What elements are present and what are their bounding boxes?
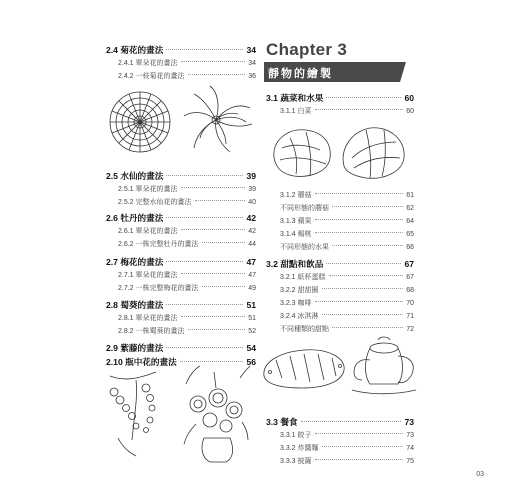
toc-entry[interactable]: 不同形態的蘑菇 62: [280, 205, 414, 212]
toc-entry[interactable]: 3.1 蔬菜和水果 60: [266, 93, 414, 103]
toc-entry[interactable]: 2.5 水仙的畫法 39: [106, 171, 256, 181]
toc-entry[interactable]: 2.4.1 單朵花的畫法 34: [118, 60, 256, 67]
toc-entry[interactable]: 2.7 梅花的畫法 47: [106, 257, 256, 267]
toc-entry[interactable]: 2.7.1 單朵花的畫法 47: [118, 272, 256, 279]
toc-entry[interactable]: 2.8.2 一株蜀葵的畫法 52: [118, 328, 256, 335]
toc-entry[interactable]: 2.6 牡丹的畫法 42: [106, 213, 256, 223]
toc-entry[interactable]: 3.2 甜點和飲品 67: [266, 259, 414, 269]
toc-entry[interactable]: 2.4.2 一枝菊花的畫法 36: [118, 73, 256, 80]
toc-entry[interactable]: 2.10 瓶中花的畫法 56: [106, 357, 256, 367]
toc-entry[interactable]: 3.1.4 楊桃 65: [280, 231, 414, 238]
toc-entry[interactable]: 3.3.1 餃子 73: [280, 432, 414, 439]
toc-entry[interactable]: 2.8 蜀葵的畫法 51: [106, 300, 256, 310]
toc-entry[interactable]: 2.5.2 完整水仙花的畫法 40: [118, 199, 256, 206]
chapter-label: Chapter 3: [266, 40, 348, 59]
cabbage-illustration: [266, 118, 416, 184]
toc-entry[interactable]: 3.2.4 冰淇淋 71: [280, 313, 414, 320]
toc-entry[interactable]: 2.9 紫藤的畫法 54: [106, 343, 256, 353]
toc-entry[interactable]: 3.1.3 蘋果 64: [280, 218, 414, 225]
toc-entry[interactable]: 2.7.2 一株完整梅花的畫法 49: [118, 285, 256, 292]
toc-entry[interactable]: 3.1.1 白菜 60: [280, 108, 414, 115]
bread-illustration: [260, 344, 348, 392]
wisteria-illustration: [106, 368, 168, 460]
toc-entry[interactable]: 3.1.2 蘑菇 61: [280, 192, 414, 199]
teapot-illustration: [350, 334, 420, 398]
toc-entry[interactable]: 3.2.1 紙杯蛋糕 67: [280, 274, 414, 281]
toc-entry[interactable]: 2.6.2 一株完整牡丹的畫法 44: [118, 241, 256, 248]
toc-entry[interactable]: 3.2.2 甜甜圈 68: [280, 287, 414, 294]
toc-entry[interactable]: 2.6.1 單朵花的畫法 42: [118, 228, 256, 235]
toc-entry[interactable]: 2.4 菊花的畫法 34: [106, 45, 256, 55]
page-number: 03: [476, 471, 484, 478]
toc-entry[interactable]: 3.2.3 咖啡 70: [280, 300, 414, 307]
toc-entry[interactable]: 3.3.2 炸醬麵 74: [280, 445, 414, 452]
chrysanthemum-illustration: [104, 84, 264, 160]
toc-entry[interactable]: 2.5.1 單朵花的畫法 39: [118, 186, 256, 193]
toc-entry[interactable]: 3.3 餐食 73: [266, 417, 414, 427]
toc-entry[interactable]: 不同形態的水果 66: [280, 244, 414, 251]
toc-entry[interactable]: 3.3.3 披薩 75: [280, 458, 414, 465]
vase-flowers-illustration: [176, 364, 254, 464]
toc-entry[interactable]: 不同種類的甜點 72: [280, 326, 414, 333]
toc-entry[interactable]: 2.8.1 單朵花的畫法 51: [118, 315, 256, 322]
chapter-title: 靜物的繪製: [268, 68, 333, 80]
